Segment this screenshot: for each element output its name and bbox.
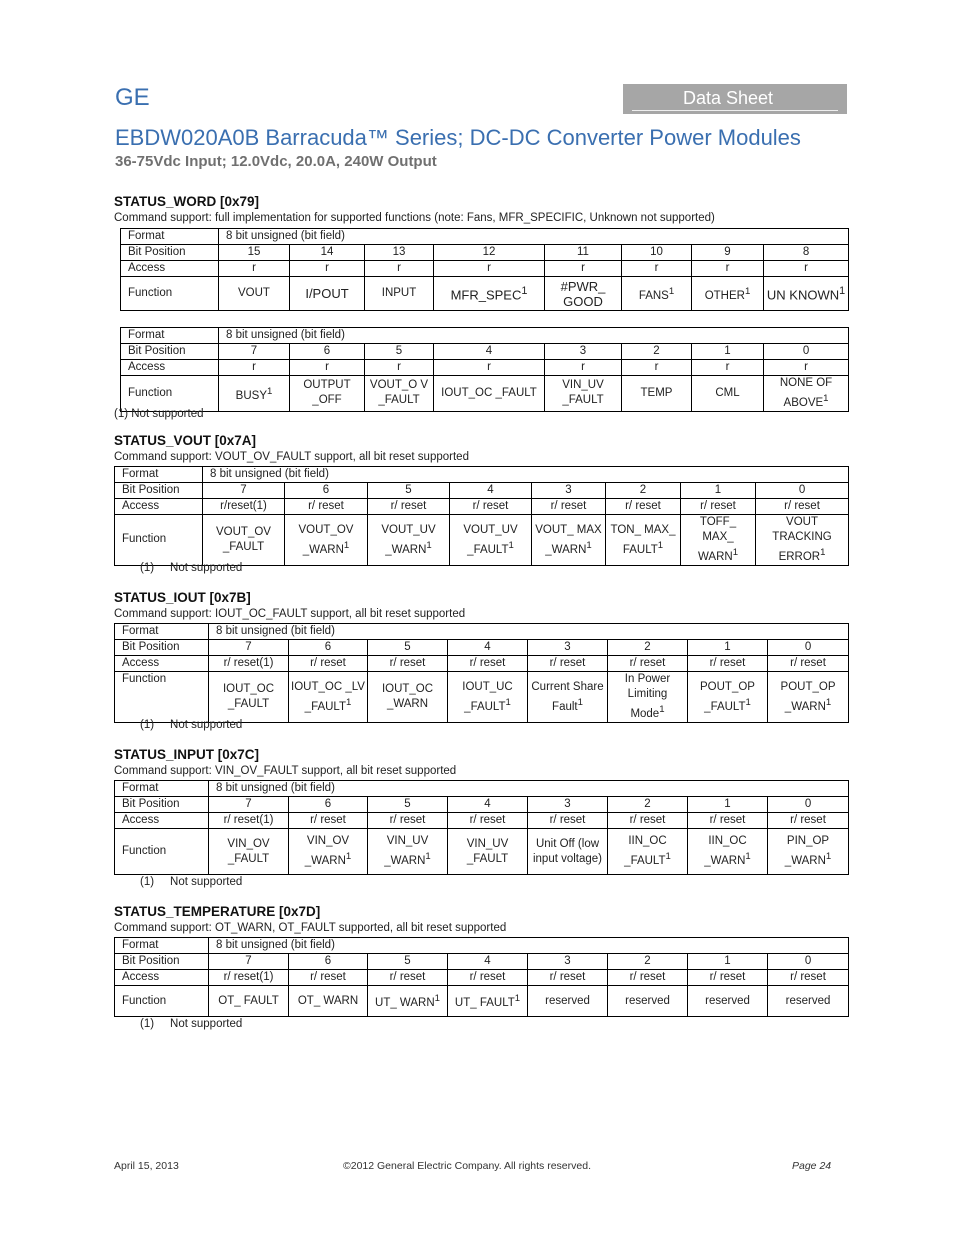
footer-page-number: Page 24: [792, 1160, 832, 1172]
access-row: [121, 261, 849, 277]
bit-cell: 7: [209, 797, 289, 813]
bit-cell: 2: [622, 344, 692, 360]
function-cell: VOUT TRACKING ERROR$^1$: [756, 515, 849, 566]
access-row: [121, 360, 849, 376]
status-iout-command: Command support: IOUT_OC_FAULT support, all bit reset supported: [114, 608, 466, 620]
function-cell: NONE OF ABOVE$^1$: [764, 376, 849, 412]
status-input-table: [114, 780, 849, 875]
function-cell: UN KNOWN$^1$: [764, 277, 849, 311]
function-cell: reserved: [768, 986, 849, 1017]
access-cell: r/ reset: [368, 656, 448, 672]
bit-cell: 3: [545, 344, 622, 360]
access-cell: r: [692, 261, 764, 277]
access-cell: r/ reset: [289, 813, 368, 829]
bit-position-label: Bit Position: [115, 483, 203, 499]
bit-cell: 4: [448, 954, 528, 970]
access-cell: r/ reset: [448, 656, 528, 672]
status-temperature-footnote: [140, 1018, 242, 1030]
format-value: 8 bit unsigned (bit field): [209, 938, 849, 954]
access-label: Access: [115, 656, 209, 672]
function-label: Function: [121, 277, 219, 311]
bit-cell: 5: [368, 954, 448, 970]
function-cell: IIN_OC _FAULT$^1$: [608, 829, 688, 875]
bit-cell: 3: [532, 483, 606, 499]
function-cell: VIN_UV _WARN$^1$: [368, 829, 448, 875]
access-cell: r/ reset: [756, 499, 849, 515]
function-cell: OT_ WARN: [289, 986, 368, 1017]
status-temperature-command: Command support: OT_WARN, OT_FAULT supported, all bit reset supported: [114, 922, 507, 934]
bit-cell: 6: [289, 640, 368, 656]
bit-cell: 6: [289, 797, 368, 813]
function-label: Function: [115, 672, 209, 723]
bit-cell: 4: [434, 344, 545, 360]
bit-cell: 9: [692, 245, 764, 261]
bit-cell: 7: [219, 344, 290, 360]
access-cell: r/ reset: [681, 499, 756, 515]
bit-cell: 3: [528, 954, 608, 970]
access-cell: r: [622, 360, 692, 376]
status-vout-command: Command support: VOUT_OV_FAULT support, all bit reset supported: [114, 451, 469, 463]
function-cell: OT_ FAULT: [209, 986, 289, 1017]
footer-date: April 15, 2013: [114, 1160, 179, 1172]
status-iout-footnote: [140, 719, 242, 731]
bit-cell: 4: [450, 483, 532, 499]
status-vout-table: [114, 466, 849, 566]
bit-cell: 5: [365, 344, 434, 360]
footnote-text: Not supported: [170, 719, 243, 731]
bit-position-row: [121, 245, 849, 261]
bit-cell: 0: [764, 344, 849, 360]
function-cell: #PWR_ GOOD: [545, 277, 622, 311]
function-label: Function: [115, 829, 209, 875]
function-cell: VOUT_O V _FAULT: [365, 376, 434, 412]
footnote-number: (1): [140, 876, 155, 888]
format-value: 8 bit unsigned (bit field): [219, 328, 849, 344]
function-cell: IOUT_OC _LV _FAULT$^1$: [289, 672, 368, 723]
function-cell: TOFF_ MAX_ WARN$^1$: [681, 515, 756, 566]
access-cell: r/ reset: [688, 656, 768, 672]
status-input-heading: STATUS_INPUT [0x7C]: [114, 747, 260, 762]
bit-cell: 13: [365, 245, 434, 261]
bit-cell: 4: [448, 797, 528, 813]
access-cell: r: [692, 360, 764, 376]
bit-cell: 7: [209, 954, 289, 970]
format-row: [115, 467, 849, 483]
function-cell: IOUT_UC _FAULT$^1$: [448, 672, 528, 723]
function-cell: POUT_OP _WARN$^1$: [768, 672, 849, 723]
bit-cell: 10: [622, 245, 692, 261]
access-cell: r: [545, 261, 622, 277]
footnote-number: (1): [140, 1018, 155, 1030]
access-cell: r/ reset: [448, 970, 528, 986]
footnote-text: Not supported: [170, 876, 243, 888]
function-cell: INPUT: [365, 277, 434, 311]
function-cell: BUSY$^1$: [219, 376, 290, 412]
function-cell: POUT_OP _FAULT$^1$: [688, 672, 768, 723]
access-cell: r/ reset: [285, 499, 368, 515]
format-row: [115, 781, 849, 797]
function-row: [115, 672, 849, 723]
access-cell: r/ reset(1): [209, 970, 289, 986]
function-cell: Unit Off (low input voltage): [528, 829, 608, 875]
ge-logo: GE: [115, 84, 150, 111]
bit-cell: 1: [692, 344, 764, 360]
bit-cell: 3: [528, 640, 608, 656]
bit-cell: 5: [368, 483, 450, 499]
access-cell: r/ reset: [688, 813, 768, 829]
bit-position-label: Bit Position: [121, 344, 219, 360]
bit-position-label: Bit Position: [121, 245, 219, 261]
function-cell: VOUT: [219, 277, 290, 311]
document-title: EBDW020A0B Barracuda™ Series; DC-DC Converter Power Modules: [115, 125, 801, 150]
access-row: [115, 813, 849, 829]
format-row: [115, 938, 849, 954]
function-cell: VIN_OV _WARN$^1$: [289, 829, 368, 875]
function-row: [121, 376, 849, 412]
bit-position-label: Bit Position: [115, 954, 209, 970]
status-iout-table: [114, 623, 849, 723]
bit-cell: 0: [756, 483, 849, 499]
function-cell: IOUT_OC _FAULT: [209, 672, 289, 723]
bit-cell: 12: [434, 245, 545, 261]
data-sheet-badge: [623, 84, 847, 114]
access-cell: r: [764, 261, 849, 277]
function-cell: VOUT_OV _WARN$^1$: [285, 515, 368, 566]
format-value: 8 bit unsigned (bit field): [209, 781, 849, 797]
status-temperature-heading: STATUS_TEMPERATURE [0x7D]: [114, 904, 321, 919]
format-label: Format: [115, 624, 209, 640]
access-cell: r/ reset: [450, 499, 532, 515]
function-cell: VOUT_ MAX _WARN$^1$: [532, 515, 606, 566]
footnote-text: Not supported: [170, 562, 243, 574]
function-cell: reserved: [688, 986, 768, 1017]
access-cell: r/ reset: [608, 656, 688, 672]
format-label: Format: [115, 938, 209, 954]
function-cell: TEMP: [622, 376, 692, 412]
access-cell: r/reset(1): [203, 499, 285, 515]
function-cell: In Power Limiting Mode$^1$: [608, 672, 688, 723]
format-value: 8 bit unsigned (bit field): [203, 467, 849, 483]
access-cell: r/ reset: [368, 970, 448, 986]
bit-cell: 2: [608, 640, 688, 656]
function-label: Function: [121, 376, 219, 412]
bit-cell: 2: [606, 483, 681, 499]
access-cell: r: [764, 360, 849, 376]
function-label: Function: [115, 986, 209, 1017]
function-cell: VIN_UV _FAULT: [448, 829, 528, 875]
function-cell: FANS$^1$: [622, 277, 692, 311]
access-cell: r/ reset: [368, 499, 450, 515]
access-cell: r: [622, 261, 692, 277]
bit-cell: 15: [219, 245, 290, 261]
access-cell: r/ reset: [606, 499, 681, 515]
function-cell: VOUT_UV _WARN$^1$: [368, 515, 450, 566]
bit-cell: 0: [768, 954, 849, 970]
access-cell: r/ reset: [448, 813, 528, 829]
access-row: [115, 656, 849, 672]
access-cell: r/ reset: [608, 970, 688, 986]
function-cell: TON_ MAX_ FAULT$^1$: [606, 515, 681, 566]
bit-cell: 8: [764, 245, 849, 261]
access-row: [115, 499, 849, 515]
function-cell: OUTPUT _OFF: [290, 376, 365, 412]
access-cell: r: [365, 360, 434, 376]
function-cell: reserved: [528, 986, 608, 1017]
bit-position-label: Bit Position: [115, 797, 209, 813]
access-cell: r/ reset(1): [209, 656, 289, 672]
function-cell: UT_ FAULT$^1$: [448, 986, 528, 1017]
function-cell: IOUT_OC _FAULT: [434, 376, 545, 412]
access-cell: r/ reset(1): [209, 813, 289, 829]
access-cell: r/ reset: [688, 970, 768, 986]
format-row: [115, 624, 849, 640]
status-word-footnote: (1) Not supported: [114, 408, 204, 420]
access-cell: r: [365, 261, 434, 277]
bit-cell: 2: [608, 954, 688, 970]
format-label: Format: [121, 229, 219, 245]
function-row: [115, 829, 849, 875]
bit-cell: 7: [209, 640, 289, 656]
access-cell: r/ reset: [289, 656, 368, 672]
bit-cell: 1: [688, 640, 768, 656]
status-temperature-table: [114, 937, 849, 1017]
bit-position-row: [115, 797, 849, 813]
function-cell: VOUT_UV _FAULT$^1$: [450, 515, 532, 566]
bit-cell: 1: [688, 954, 768, 970]
access-cell: r/ reset: [528, 813, 608, 829]
access-cell: r: [219, 261, 290, 277]
bit-position-row: [115, 954, 849, 970]
access-cell: r/ reset: [768, 656, 849, 672]
access-label: Access: [121, 360, 219, 376]
bit-cell: 5: [368, 797, 448, 813]
format-label: Format: [115, 467, 203, 483]
bit-cell: 4: [448, 640, 528, 656]
access-label: Access: [115, 813, 209, 829]
function-cell: I/POUT: [290, 277, 365, 311]
status-word-command: Command support: full implementation for supported functions (note: Fans, MFR_SPECIFIC, Unknown not supported): [114, 212, 715, 224]
format-label: Format: [121, 328, 219, 344]
bit-cell: 0: [768, 797, 849, 813]
bit-cell: 6: [285, 483, 368, 499]
format-value: 8 bit unsigned (bit field): [209, 624, 849, 640]
status-input-command: Command support: VIN_OV_FAULT support, all bit reset supported: [114, 765, 457, 777]
function-cell: Current Share Fault$^1$: [528, 672, 608, 723]
access-row: [115, 970, 849, 986]
function-cell: CML: [692, 376, 764, 412]
access-cell: r: [290, 360, 365, 376]
access-label: Access: [121, 261, 219, 277]
bit-position-row: [115, 483, 849, 499]
function-cell: IIN_OC _WARN$^1$: [688, 829, 768, 875]
status-vout-footnote: [140, 562, 242, 574]
access-cell: r: [545, 360, 622, 376]
function-cell: MFR_SPEC$^1$: [434, 277, 545, 311]
access-cell: r/ reset: [768, 813, 849, 829]
access-label: Access: [115, 970, 209, 986]
bit-cell: 0: [768, 640, 849, 656]
access-cell: r/ reset: [528, 656, 608, 672]
bit-cell: 5: [368, 640, 448, 656]
status-iout-heading: STATUS_IOUT [0x7B]: [114, 590, 251, 605]
function-row: [115, 515, 849, 566]
bit-position-row: [115, 640, 849, 656]
access-cell: r/ reset: [368, 813, 448, 829]
bit-cell: 14: [290, 245, 365, 261]
format-label: Format: [115, 781, 209, 797]
function-cell: VIN_OV _FAULT: [209, 829, 289, 875]
status-vout-heading: STATUS_VOUT [0x7A]: [114, 433, 257, 448]
footnote-number: (1): [140, 562, 155, 574]
function-cell: IOUT_OC _WARN: [368, 672, 448, 723]
footnote-number: (1): [140, 719, 155, 731]
access-cell: r: [219, 360, 290, 376]
bit-position-row: [121, 344, 849, 360]
access-cell: r/ reset: [528, 970, 608, 986]
bit-cell: 6: [290, 344, 365, 360]
function-cell: VIN_UV _FAULT: [545, 376, 622, 412]
access-cell: r: [434, 261, 545, 277]
function-cell: VOUT_OV _FAULT: [203, 515, 285, 566]
bit-cell: 7: [203, 483, 285, 499]
access-cell: r/ reset: [608, 813, 688, 829]
function-cell: UT_ WARN$^1$: [368, 986, 448, 1017]
bit-cell: 2: [608, 797, 688, 813]
access-label: Access: [115, 499, 203, 515]
status-word-low-table: [120, 327, 849, 412]
bit-cell: 1: [688, 797, 768, 813]
format-value: 8 bit unsigned (bit field): [219, 229, 849, 245]
function-label: Function: [115, 515, 203, 566]
status-word-high-table: [120, 228, 849, 311]
access-cell: r/ reset: [532, 499, 606, 515]
access-cell: r: [290, 261, 365, 277]
footer-copyright: ©2012 General Electric Company. All rights reserved.: [343, 1160, 591, 1172]
access-cell: r/ reset: [768, 970, 849, 986]
function-cell: PIN_OP _WARN$^1$: [768, 829, 849, 875]
status-word-heading: STATUS_WORD [0x79]: [114, 194, 260, 209]
function-row: [121, 277, 849, 311]
function-cell: reserved: [608, 986, 688, 1017]
access-cell: r/ reset: [289, 970, 368, 986]
function-row: [115, 986, 849, 1017]
bit-position-label: Bit Position: [115, 640, 209, 656]
bit-cell: 11: [545, 245, 622, 261]
function-cell: OTHER$^1$: [692, 277, 764, 311]
bit-cell: 6: [289, 954, 368, 970]
format-row: [121, 229, 849, 245]
bit-cell: 1: [681, 483, 756, 499]
data-sheet-label: Data Sheet: [683, 88, 774, 108]
footnote-text: Not supported: [170, 1018, 243, 1030]
badge-rule: [632, 110, 838, 111]
access-cell: r: [434, 360, 545, 376]
status-input-footnote: [140, 876, 242, 888]
document-subtitle: 36-75Vdc Input; 12.0Vdc, 20.0A, 240W Output: [115, 153, 437, 170]
bit-cell: 3: [528, 797, 608, 813]
format-row: [121, 328, 849, 344]
